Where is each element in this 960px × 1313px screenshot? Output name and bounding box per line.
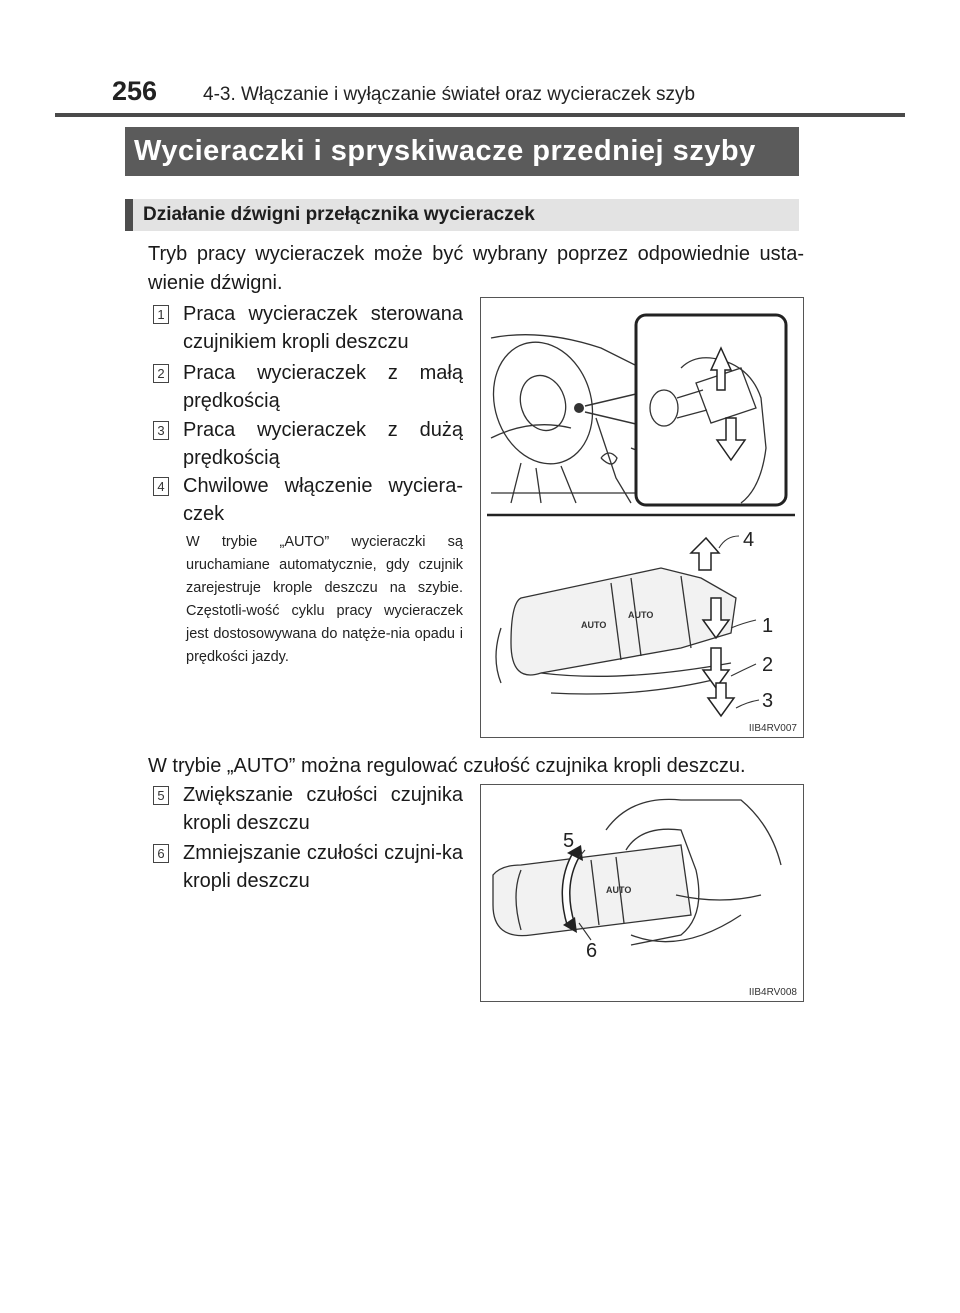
page-number: 256 xyxy=(112,76,158,106)
arrow-2-icon xyxy=(703,648,729,688)
item-text: Zwiększanie czułości czujnika kropli deszczu xyxy=(183,784,463,834)
callout-4: 4 xyxy=(743,529,755,551)
item-text: Zmniejszanie czułości czujni-ka kropli deszczu xyxy=(183,842,463,892)
item-number: 3 xyxy=(153,421,169,440)
item-text: Praca wycieraczek z dużą prędkością xyxy=(183,419,463,469)
detail-inset xyxy=(636,315,786,505)
intro-text: Tryb pracy wycieraczek może być wybrany poprzez odpowiednie usta-wienie dźwigni. xyxy=(148,243,804,294)
item-number: 2 xyxy=(153,364,169,383)
item-number: 4 xyxy=(153,477,169,496)
figure-code: IIB4RV008 xyxy=(748,987,797,998)
arrow-3-icon xyxy=(708,683,734,716)
header-rule xyxy=(55,113,905,117)
sensitivity-ring-illustration xyxy=(480,784,804,1002)
arrow-4-icon xyxy=(691,538,719,570)
callout-3: 3 xyxy=(762,690,774,712)
lever-auto-label-small: AUTO xyxy=(581,620,607,630)
subsection-title: Działanie dźwigni przełącznika wycieraczek xyxy=(143,204,535,225)
subsection-heading xyxy=(125,199,799,231)
callout-1: 1 xyxy=(762,615,774,637)
section-title: Wycieraczki i spryskiwacze przedniej szyby xyxy=(125,127,799,176)
item-number: 1 xyxy=(153,305,169,324)
ring-auto-label: AUTO xyxy=(606,885,632,895)
item-number: 5 xyxy=(153,786,169,805)
lever-location-dot xyxy=(574,403,584,413)
lever-auto-label: AUTO xyxy=(628,610,654,620)
callout-2: 2 xyxy=(762,654,774,676)
wiper-lever-illustration xyxy=(480,297,804,738)
item-text: Praca wycieraczek z małą prędkością xyxy=(183,362,463,412)
item-text: Chwilowe włączenie wyciera-czek xyxy=(183,475,463,525)
sensitivity-ring-drawing xyxy=(481,785,803,1001)
auto-sensitivity-intro: W trybie „AUTO” można regulować czułość czujnika kropli deszczu. xyxy=(148,755,746,777)
subsection-bar xyxy=(125,199,133,231)
chapter-title: 4-3. Włączanie i wyłączanie świateł oraz wycieraczek szyb xyxy=(203,84,696,105)
callout-5: 5 xyxy=(563,830,575,852)
item-number: 6 xyxy=(153,844,169,863)
figure-code: IIB4RV007 xyxy=(748,723,797,734)
auto-mode-note: W trybie „AUTO” wycieraczki są uruchamiane automatycznie, gdy czujnik zarejestruje krople deszczu na szybie. Częstotli-wość cyklu pracy wycieraczek jest dostosowywana do natęże-nia opadu i prędkości jazdy. xyxy=(186,534,463,665)
callout-6: 6 xyxy=(586,940,598,962)
item-text: Praca wycieraczek sterowana czujnikiem kropli deszczu xyxy=(183,303,463,353)
wiper-lever-drawing xyxy=(481,298,803,737)
